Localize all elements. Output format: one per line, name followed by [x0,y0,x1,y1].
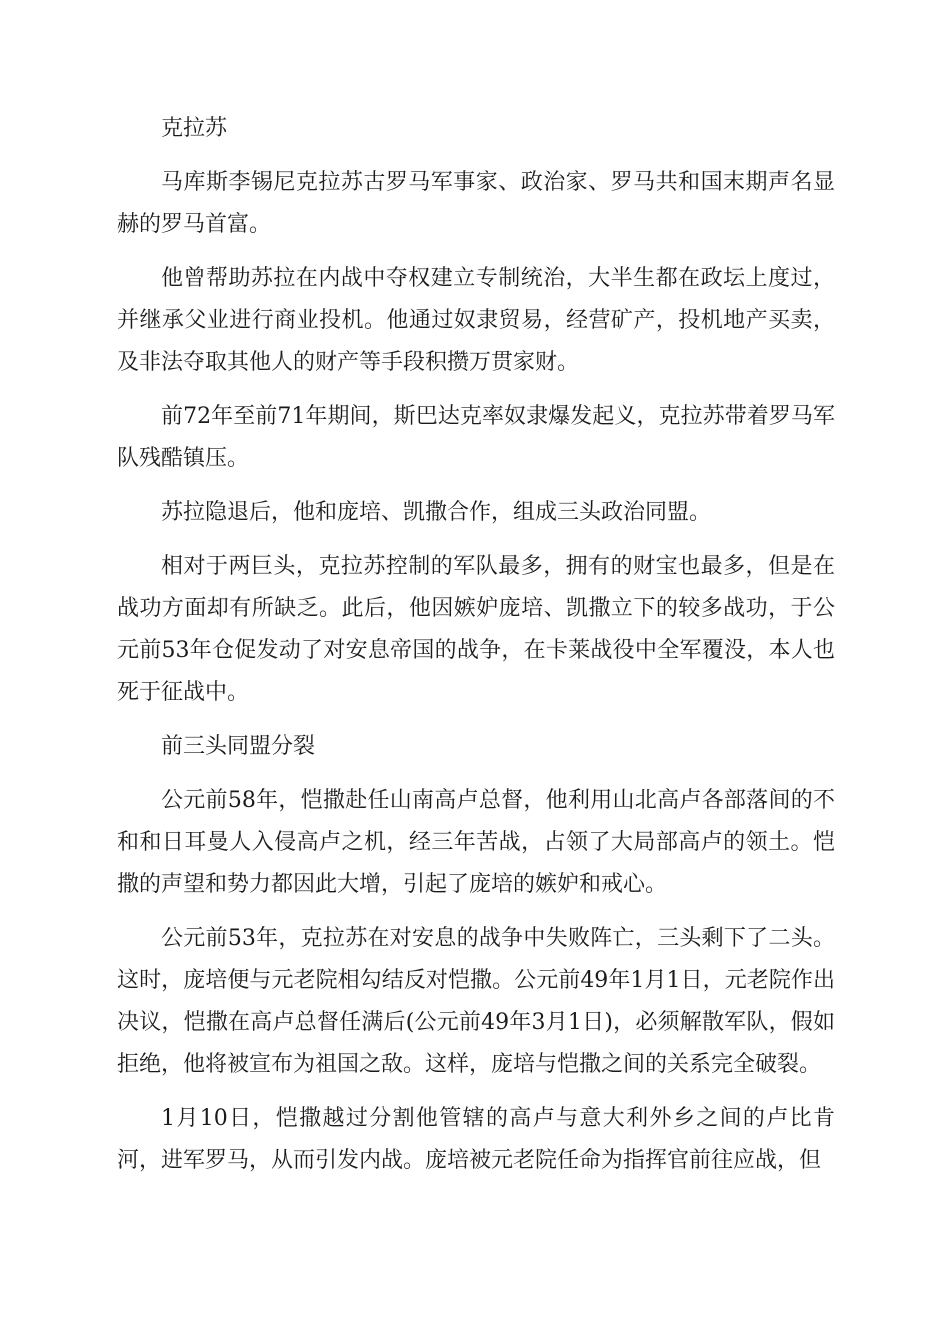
paragraph-senate: 公元前53年，克拉苏在对安息的战争中失败阵亡，三头剩下了二头。这时，庞培便与元老院相勾结反对恺撒。公元前49年1月1日，元老院作出决议，恺撒在高卢总督任满后(公元前49年3月1日)，必须解散军队，假如拒绝，他将被宣布为祖国之敌。这样，庞培与恺撒之间的关系完全破裂。 [117,926,835,1077]
paragraph-rubicon: 1月10日，恺撒越过分割他管辖的高卢与意大利外乡之间的卢比肯河，进军罗马，从而引发内战。庞培被元老院任命为指挥官前往应战，但 [117,1106,835,1173]
paragraph-career: 他曾帮助苏拉在内战中夺权建立专制统治，大半生都在政坛上度过，并继承父业进行商业投机。他通过奴隶贸易，经营矿产，投机地产买卖，及非法夺取其他人的财产等手段积攒万贯家财。 [117,266,835,375]
paragraph-carrhae: 相对于两巨头，克拉苏控制的军队最多，拥有的财宝也最多，但是在战功方面却有所缺乏。此后，他因嫉妒庞培、凯撒立下的较多战功，于公元前53年仓促发动了对安息帝国的战争，在卡莱战役中全军覆没，本人也死于征战中。 [117,554,835,705]
paragraph-spartacus: 前72年至前71年期间，斯巴达克率奴隶爆发起义，克拉苏带着罗马军队残酷镇压。 [117,404,835,471]
paragraph-intro: 马库斯李锡尼克拉苏古罗马军事家、政治家、罗马共和国末期声名显赫的罗马首富。 [117,170,835,237]
heading-crassus: 克拉苏 [161,116,228,141]
heading-triumvirate-split: 前三头同盟分裂 [161,734,316,759]
paragraph-gaul: 公元前58年，恺撒赴任山南高卢总督，他利用山北高卢各部落间的不和和日耳曼人入侵高卢之机，经三年苦战，占领了大局部高卢的领土。恺撒的声望和势力都因此大增，引起了庞培的嫉妒和戒心。 [117,788,835,897]
paragraph-triumvirate: 苏拉隐退后，他和庞培、凯撒合作，组成三头政治同盟。 [161,500,712,525]
document-body [117,108,835,1194]
